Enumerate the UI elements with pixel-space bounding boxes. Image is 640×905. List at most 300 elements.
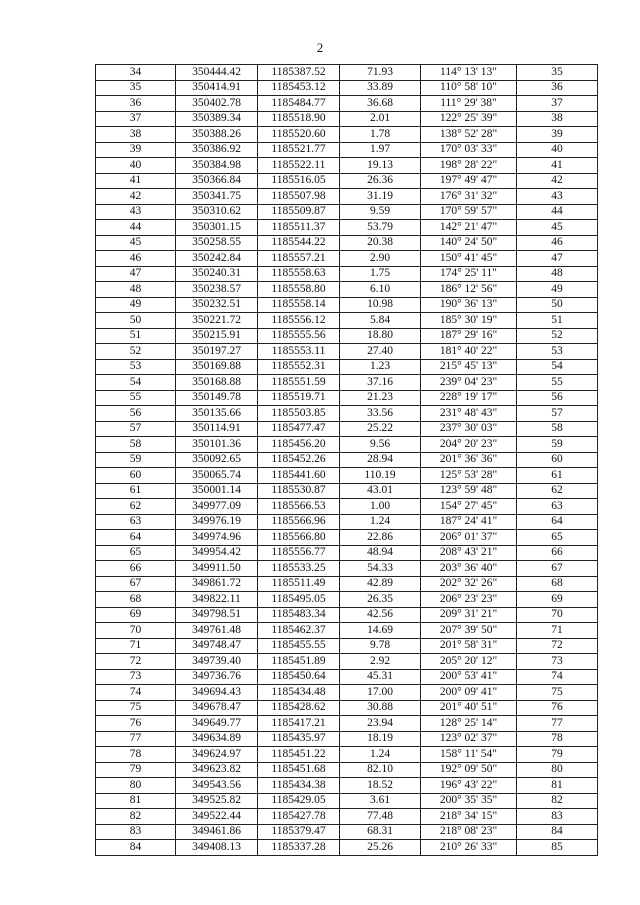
point-to-cell: 49 bbox=[517, 282, 598, 298]
point-to-cell: 37 bbox=[517, 96, 598, 112]
point-to-cell: 35 bbox=[517, 65, 598, 81]
y-coordinate-cell: 1185518.90 bbox=[258, 111, 340, 127]
bearing-cell: 200° 53' 41" bbox=[421, 669, 517, 685]
distance-cell: 82.10 bbox=[340, 762, 421, 778]
bearing-cell: 185° 30' 19" bbox=[421, 313, 517, 329]
distance-cell: 42.56 bbox=[340, 607, 421, 623]
point-to-cell: 85 bbox=[517, 840, 598, 856]
table-row bbox=[96, 747, 598, 763]
y-coordinate-cell: 1185511.37 bbox=[258, 220, 340, 236]
point-from-cell: 53 bbox=[96, 359, 176, 375]
bearing-cell: 203° 36' 40" bbox=[421, 561, 517, 577]
bearing-cell: 123° 59' 48" bbox=[421, 483, 517, 499]
distance-cell: 54.33 bbox=[340, 561, 421, 577]
point-from-cell: 76 bbox=[96, 716, 176, 732]
distance-cell: 9.59 bbox=[340, 204, 421, 220]
x-coordinate-cell: 349748.47 bbox=[176, 638, 258, 654]
point-from-cell: 62 bbox=[96, 499, 176, 515]
table-row bbox=[96, 483, 598, 499]
x-coordinate-cell: 350310.62 bbox=[176, 204, 258, 220]
point-to-cell: 61 bbox=[517, 468, 598, 484]
x-coordinate-cell: 349911.50 bbox=[176, 561, 258, 577]
table-row bbox=[96, 592, 598, 608]
distance-cell: 9.78 bbox=[340, 638, 421, 654]
point-from-cell: 66 bbox=[96, 561, 176, 577]
point-to-cell: 52 bbox=[517, 328, 598, 344]
x-coordinate-cell: 350065.74 bbox=[176, 468, 258, 484]
x-coordinate-cell: 350341.75 bbox=[176, 189, 258, 205]
y-coordinate-cell: 1185484.77 bbox=[258, 96, 340, 112]
x-coordinate-cell: 349974.96 bbox=[176, 530, 258, 546]
y-coordinate-cell: 1185379.47 bbox=[258, 824, 340, 840]
bearing-cell: 239° 04' 23" bbox=[421, 375, 517, 391]
point-to-cell: 60 bbox=[517, 452, 598, 468]
x-coordinate-cell: 349623.82 bbox=[176, 762, 258, 778]
y-coordinate-cell: 1185477.47 bbox=[258, 421, 340, 437]
distance-cell: 77.48 bbox=[340, 809, 421, 825]
point-to-cell: 50 bbox=[517, 297, 598, 313]
table-row bbox=[96, 127, 598, 143]
point-to-cell: 42 bbox=[517, 173, 598, 189]
y-coordinate-cell: 1185530.87 bbox=[258, 483, 340, 499]
table-row bbox=[96, 514, 598, 530]
table-row bbox=[96, 65, 598, 81]
table-row bbox=[96, 468, 598, 484]
point-from-cell: 37 bbox=[96, 111, 176, 127]
y-coordinate-cell: 1185387.52 bbox=[258, 65, 340, 81]
x-coordinate-cell: 350386.92 bbox=[176, 142, 258, 158]
y-coordinate-cell: 1185558.63 bbox=[258, 266, 340, 282]
point-from-cell: 64 bbox=[96, 530, 176, 546]
distance-cell: 27.40 bbox=[340, 344, 421, 360]
y-coordinate-cell: 1185544.22 bbox=[258, 235, 340, 251]
bearing-cell: 237° 30' 03" bbox=[421, 421, 517, 437]
point-from-cell: 38 bbox=[96, 127, 176, 143]
x-coordinate-cell: 349543.56 bbox=[176, 778, 258, 794]
bearing-cell: 187° 29' 16" bbox=[421, 328, 517, 344]
distance-cell: 1.78 bbox=[340, 127, 421, 143]
bearing-cell: 200° 09' 41" bbox=[421, 685, 517, 701]
coordinates-table-body bbox=[96, 65, 598, 856]
point-to-cell: 47 bbox=[517, 251, 598, 267]
distance-cell: 18.52 bbox=[340, 778, 421, 794]
table-row bbox=[96, 421, 598, 437]
bearing-cell: 142° 21' 47" bbox=[421, 220, 517, 236]
y-coordinate-cell: 1185434.38 bbox=[258, 778, 340, 794]
point-from-cell: 40 bbox=[96, 158, 176, 174]
point-from-cell: 83 bbox=[96, 824, 176, 840]
point-to-cell: 81 bbox=[517, 778, 598, 794]
x-coordinate-cell: 350242.84 bbox=[176, 251, 258, 267]
x-coordinate-cell: 350402.78 bbox=[176, 96, 258, 112]
bearing-cell: 138° 52' 28" bbox=[421, 127, 517, 143]
bearing-cell: 176° 31' 32" bbox=[421, 189, 517, 205]
y-coordinate-cell: 1185522.11 bbox=[258, 158, 340, 174]
table-row bbox=[96, 669, 598, 685]
point-from-cell: 35 bbox=[96, 80, 176, 96]
bearing-cell: 125° 53' 28" bbox=[421, 468, 517, 484]
point-from-cell: 72 bbox=[96, 654, 176, 670]
distance-cell: 1.24 bbox=[340, 514, 421, 530]
point-to-cell: 80 bbox=[517, 762, 598, 778]
bearing-cell: 114° 13' 13" bbox=[421, 65, 517, 81]
distance-cell: 31.19 bbox=[340, 189, 421, 205]
distance-cell: 26.35 bbox=[340, 592, 421, 608]
point-from-cell: 39 bbox=[96, 142, 176, 158]
x-coordinate-cell: 350384.98 bbox=[176, 158, 258, 174]
point-to-cell: 78 bbox=[517, 731, 598, 747]
bearing-cell: 154° 27' 45" bbox=[421, 499, 517, 515]
y-coordinate-cell: 1185456.20 bbox=[258, 437, 340, 453]
x-coordinate-cell: 350240.31 bbox=[176, 266, 258, 282]
point-to-cell: 64 bbox=[517, 514, 598, 530]
point-from-cell: 58 bbox=[96, 437, 176, 453]
x-coordinate-cell: 350258.55 bbox=[176, 235, 258, 251]
table-row bbox=[96, 716, 598, 732]
table-row bbox=[96, 731, 598, 747]
point-to-cell: 45 bbox=[517, 220, 598, 236]
x-coordinate-cell: 349954.42 bbox=[176, 545, 258, 561]
point-from-cell: 60 bbox=[96, 468, 176, 484]
table-row bbox=[96, 638, 598, 654]
bearing-cell: 150° 41' 45" bbox=[421, 251, 517, 267]
distance-cell: 45.31 bbox=[340, 669, 421, 685]
point-from-cell: 55 bbox=[96, 390, 176, 406]
distance-cell: 25.26 bbox=[340, 840, 421, 856]
x-coordinate-cell: 349822.11 bbox=[176, 592, 258, 608]
table-row bbox=[96, 158, 598, 174]
x-coordinate-cell: 349761.48 bbox=[176, 623, 258, 639]
x-coordinate-cell: 350149.78 bbox=[176, 390, 258, 406]
x-coordinate-cell: 350301.15 bbox=[176, 220, 258, 236]
point-to-cell: 54 bbox=[517, 359, 598, 375]
point-to-cell: 71 bbox=[517, 623, 598, 639]
distance-cell: 28.94 bbox=[340, 452, 421, 468]
distance-cell: 68.31 bbox=[340, 824, 421, 840]
table-row bbox=[96, 328, 598, 344]
y-coordinate-cell: 1185451.22 bbox=[258, 747, 340, 763]
y-coordinate-cell: 1185455.55 bbox=[258, 638, 340, 654]
y-coordinate-cell: 1185533.25 bbox=[258, 561, 340, 577]
point-from-cell: 79 bbox=[96, 762, 176, 778]
distance-cell: 6.10 bbox=[340, 282, 421, 298]
bearing-cell: 158° 11' 54" bbox=[421, 747, 517, 763]
y-coordinate-cell: 1185453.12 bbox=[258, 80, 340, 96]
table-row bbox=[96, 437, 598, 453]
y-coordinate-cell: 1185451.89 bbox=[258, 654, 340, 670]
y-coordinate-cell: 1185558.80 bbox=[258, 282, 340, 298]
distance-cell: 1.00 bbox=[340, 499, 421, 515]
table-row bbox=[96, 96, 598, 112]
table-row bbox=[96, 452, 598, 468]
table-row bbox=[96, 623, 598, 639]
point-from-cell: 61 bbox=[96, 483, 176, 499]
distance-cell: 42.89 bbox=[340, 576, 421, 592]
y-coordinate-cell: 1185428.62 bbox=[258, 700, 340, 716]
table-row bbox=[96, 406, 598, 422]
table-row bbox=[96, 375, 598, 391]
bearing-cell: 123° 02' 37" bbox=[421, 731, 517, 747]
point-to-cell: 79 bbox=[517, 747, 598, 763]
table-row bbox=[96, 297, 598, 313]
table-row bbox=[96, 840, 598, 856]
point-to-cell: 36 bbox=[517, 80, 598, 96]
point-to-cell: 38 bbox=[517, 111, 598, 127]
table-row bbox=[96, 359, 598, 375]
table-row bbox=[96, 762, 598, 778]
x-coordinate-cell: 349408.13 bbox=[176, 840, 258, 856]
x-coordinate-cell: 350414.91 bbox=[176, 80, 258, 96]
point-to-cell: 75 bbox=[517, 685, 598, 701]
table-row bbox=[96, 235, 598, 251]
y-coordinate-cell: 1185566.53 bbox=[258, 499, 340, 515]
bearing-cell: 111° 29' 38" bbox=[421, 96, 517, 112]
point-from-cell: 75 bbox=[96, 700, 176, 716]
point-from-cell: 56 bbox=[96, 406, 176, 422]
y-coordinate-cell: 1185417.21 bbox=[258, 716, 340, 732]
bearing-cell: 201° 36' 36" bbox=[421, 452, 517, 468]
distance-cell: 22.86 bbox=[340, 530, 421, 546]
point-to-cell: 58 bbox=[517, 421, 598, 437]
point-to-cell: 66 bbox=[517, 545, 598, 561]
point-from-cell: 43 bbox=[96, 204, 176, 220]
point-to-cell: 57 bbox=[517, 406, 598, 422]
distance-cell: 110.19 bbox=[340, 468, 421, 484]
point-to-cell: 69 bbox=[517, 592, 598, 608]
point-from-cell: 71 bbox=[96, 638, 176, 654]
x-coordinate-cell: 350135.66 bbox=[176, 406, 258, 422]
point-to-cell: 48 bbox=[517, 266, 598, 282]
point-to-cell: 53 bbox=[517, 344, 598, 360]
point-to-cell: 63 bbox=[517, 499, 598, 515]
bearing-cell: 170° 03' 33" bbox=[421, 142, 517, 158]
y-coordinate-cell: 1185509.87 bbox=[258, 204, 340, 220]
point-from-cell: 81 bbox=[96, 793, 176, 809]
y-coordinate-cell: 1185556.12 bbox=[258, 313, 340, 329]
bearing-cell: 206° 23' 23" bbox=[421, 592, 517, 608]
distance-cell: 3.61 bbox=[340, 793, 421, 809]
bearing-cell: 122° 25' 39" bbox=[421, 111, 517, 127]
point-to-cell: 40 bbox=[517, 142, 598, 158]
point-from-cell: 51 bbox=[96, 328, 176, 344]
x-coordinate-cell: 349736.76 bbox=[176, 669, 258, 685]
point-to-cell: 56 bbox=[517, 390, 598, 406]
point-from-cell: 80 bbox=[96, 778, 176, 794]
distance-cell: 9.56 bbox=[340, 437, 421, 453]
table-row bbox=[96, 189, 598, 205]
distance-cell: 19.13 bbox=[340, 158, 421, 174]
point-to-cell: 51 bbox=[517, 313, 598, 329]
x-coordinate-cell: 349624.97 bbox=[176, 747, 258, 763]
point-from-cell: 74 bbox=[96, 685, 176, 701]
y-coordinate-cell: 1185450.64 bbox=[258, 669, 340, 685]
y-coordinate-cell: 1185519.71 bbox=[258, 390, 340, 406]
point-to-cell: 44 bbox=[517, 204, 598, 220]
x-coordinate-cell: 350444.42 bbox=[176, 65, 258, 81]
x-coordinate-cell: 350092.65 bbox=[176, 452, 258, 468]
point-from-cell: 69 bbox=[96, 607, 176, 623]
bearing-cell: 197° 49' 47" bbox=[421, 173, 517, 189]
bearing-cell: 208° 43' 21" bbox=[421, 545, 517, 561]
point-to-cell: 39 bbox=[517, 127, 598, 143]
point-to-cell: 82 bbox=[517, 793, 598, 809]
distance-cell: 53.79 bbox=[340, 220, 421, 236]
bearing-cell: 198° 28' 22" bbox=[421, 158, 517, 174]
y-coordinate-cell: 1185551.59 bbox=[258, 375, 340, 391]
y-coordinate-cell: 1185511.49 bbox=[258, 576, 340, 592]
distance-cell: 18.80 bbox=[340, 328, 421, 344]
x-coordinate-cell: 349461.86 bbox=[176, 824, 258, 840]
point-to-cell: 55 bbox=[517, 375, 598, 391]
point-from-cell: 42 bbox=[96, 189, 176, 205]
x-coordinate-cell: 350101.36 bbox=[176, 437, 258, 453]
x-coordinate-cell: 349634.89 bbox=[176, 731, 258, 747]
point-to-cell: 41 bbox=[517, 158, 598, 174]
distance-cell: 48.94 bbox=[340, 545, 421, 561]
x-coordinate-cell: 349649.77 bbox=[176, 716, 258, 732]
x-coordinate-cell: 350238.57 bbox=[176, 282, 258, 298]
table-row bbox=[96, 809, 598, 825]
distance-cell: 33.89 bbox=[340, 80, 421, 96]
point-from-cell: 49 bbox=[96, 297, 176, 313]
point-to-cell: 62 bbox=[517, 483, 598, 499]
point-from-cell: 59 bbox=[96, 452, 176, 468]
page-number: 2 bbox=[316, 40, 324, 55]
bearing-cell: 209° 31' 21" bbox=[421, 607, 517, 623]
coordinates-table bbox=[95, 64, 598, 856]
bearing-cell: 201° 58' 31" bbox=[421, 638, 517, 654]
bearing-cell: 207° 39' 50" bbox=[421, 623, 517, 639]
bearing-cell: 200° 35' 35" bbox=[421, 793, 517, 809]
x-coordinate-cell: 349861.72 bbox=[176, 576, 258, 592]
table-row bbox=[96, 80, 598, 96]
point-from-cell: 46 bbox=[96, 251, 176, 267]
point-from-cell: 78 bbox=[96, 747, 176, 763]
table-row bbox=[96, 390, 598, 406]
y-coordinate-cell: 1185337.28 bbox=[258, 840, 340, 856]
table-row bbox=[96, 499, 598, 515]
table-row bbox=[96, 530, 598, 546]
distance-cell: 1.23 bbox=[340, 359, 421, 375]
bearing-cell: 201° 40' 51" bbox=[421, 700, 517, 716]
bearing-cell: 187° 24' 41" bbox=[421, 514, 517, 530]
bearing-cell: 174° 25' 11" bbox=[421, 266, 517, 282]
distance-cell: 20.38 bbox=[340, 235, 421, 251]
y-coordinate-cell: 1185520.60 bbox=[258, 127, 340, 143]
x-coordinate-cell: 350366.84 bbox=[176, 173, 258, 189]
distance-cell: 1.97 bbox=[340, 142, 421, 158]
x-coordinate-cell: 349798.51 bbox=[176, 607, 258, 623]
point-from-cell: 65 bbox=[96, 545, 176, 561]
point-from-cell: 70 bbox=[96, 623, 176, 639]
point-to-cell: 76 bbox=[517, 700, 598, 716]
bearing-cell: 215° 45' 13" bbox=[421, 359, 517, 375]
point-from-cell: 57 bbox=[96, 421, 176, 437]
table-row bbox=[96, 778, 598, 794]
point-from-cell: 68 bbox=[96, 592, 176, 608]
table-row bbox=[96, 313, 598, 329]
x-coordinate-cell: 350389.34 bbox=[176, 111, 258, 127]
y-coordinate-cell: 1185556.77 bbox=[258, 545, 340, 561]
table-row bbox=[96, 282, 598, 298]
bearing-cell: 228° 19' 17" bbox=[421, 390, 517, 406]
distance-cell: 21.23 bbox=[340, 390, 421, 406]
point-to-cell: 70 bbox=[517, 607, 598, 623]
point-from-cell: 34 bbox=[96, 65, 176, 81]
table-row bbox=[96, 204, 598, 220]
distance-cell: 14.69 bbox=[340, 623, 421, 639]
point-from-cell: 45 bbox=[96, 235, 176, 251]
bearing-cell: 140° 24' 50" bbox=[421, 235, 517, 251]
x-coordinate-cell: 350221.72 bbox=[176, 313, 258, 329]
x-coordinate-cell: 350197.27 bbox=[176, 344, 258, 360]
distance-cell: 23.94 bbox=[340, 716, 421, 732]
distance-cell: 17.00 bbox=[340, 685, 421, 701]
y-coordinate-cell: 1185566.80 bbox=[258, 530, 340, 546]
point-from-cell: 82 bbox=[96, 809, 176, 825]
point-from-cell: 44 bbox=[96, 220, 176, 236]
y-coordinate-cell: 1185558.14 bbox=[258, 297, 340, 313]
y-coordinate-cell: 1185452.26 bbox=[258, 452, 340, 468]
table-row bbox=[96, 142, 598, 158]
bearing-cell: 190° 36' 13" bbox=[421, 297, 517, 313]
distance-cell: 71.93 bbox=[340, 65, 421, 81]
point-from-cell: 50 bbox=[96, 313, 176, 329]
point-from-cell: 67 bbox=[96, 576, 176, 592]
y-coordinate-cell: 1185566.96 bbox=[258, 514, 340, 530]
y-coordinate-cell: 1185429.05 bbox=[258, 793, 340, 809]
x-coordinate-cell: 350168.88 bbox=[176, 375, 258, 391]
bearing-cell: 218° 08' 23" bbox=[421, 824, 517, 840]
distance-cell: 25.22 bbox=[340, 421, 421, 437]
point-from-cell: 36 bbox=[96, 96, 176, 112]
point-to-cell: 74 bbox=[517, 669, 598, 685]
bearing-cell: 181° 40' 22" bbox=[421, 344, 517, 360]
bearing-cell: 186° 12' 56" bbox=[421, 282, 517, 298]
point-to-cell: 65 bbox=[517, 530, 598, 546]
distance-cell: 33.56 bbox=[340, 406, 421, 422]
point-to-cell: 83 bbox=[517, 809, 598, 825]
y-coordinate-cell: 1185521.77 bbox=[258, 142, 340, 158]
y-coordinate-cell: 1185483.34 bbox=[258, 607, 340, 623]
table-row bbox=[96, 111, 598, 127]
y-coordinate-cell: 1185555.56 bbox=[258, 328, 340, 344]
point-to-cell: 59 bbox=[517, 437, 598, 453]
x-coordinate-cell: 350388.26 bbox=[176, 127, 258, 143]
distance-cell: 1.75 bbox=[340, 266, 421, 282]
bearing-cell: 110° 58' 10" bbox=[421, 80, 517, 96]
point-to-cell: 84 bbox=[517, 824, 598, 840]
x-coordinate-cell: 350232.51 bbox=[176, 297, 258, 313]
y-coordinate-cell: 1185427.78 bbox=[258, 809, 340, 825]
point-to-cell: 68 bbox=[517, 576, 598, 592]
bearing-cell: 196° 43' 22" bbox=[421, 778, 517, 794]
point-from-cell: 41 bbox=[96, 173, 176, 189]
y-coordinate-cell: 1185434.48 bbox=[258, 685, 340, 701]
point-to-cell: 43 bbox=[517, 189, 598, 205]
table-row bbox=[96, 545, 598, 561]
bearing-cell: 192° 09' 50" bbox=[421, 762, 517, 778]
distance-cell: 36.68 bbox=[340, 96, 421, 112]
point-to-cell: 72 bbox=[517, 638, 598, 654]
distance-cell: 1.24 bbox=[340, 747, 421, 763]
bearing-cell: 210° 26' 33" bbox=[421, 840, 517, 856]
table-row bbox=[96, 251, 598, 267]
x-coordinate-cell: 350001.14 bbox=[176, 483, 258, 499]
point-to-cell: 77 bbox=[517, 716, 598, 732]
x-coordinate-cell: 350169.88 bbox=[176, 359, 258, 375]
y-coordinate-cell: 1185435.97 bbox=[258, 731, 340, 747]
